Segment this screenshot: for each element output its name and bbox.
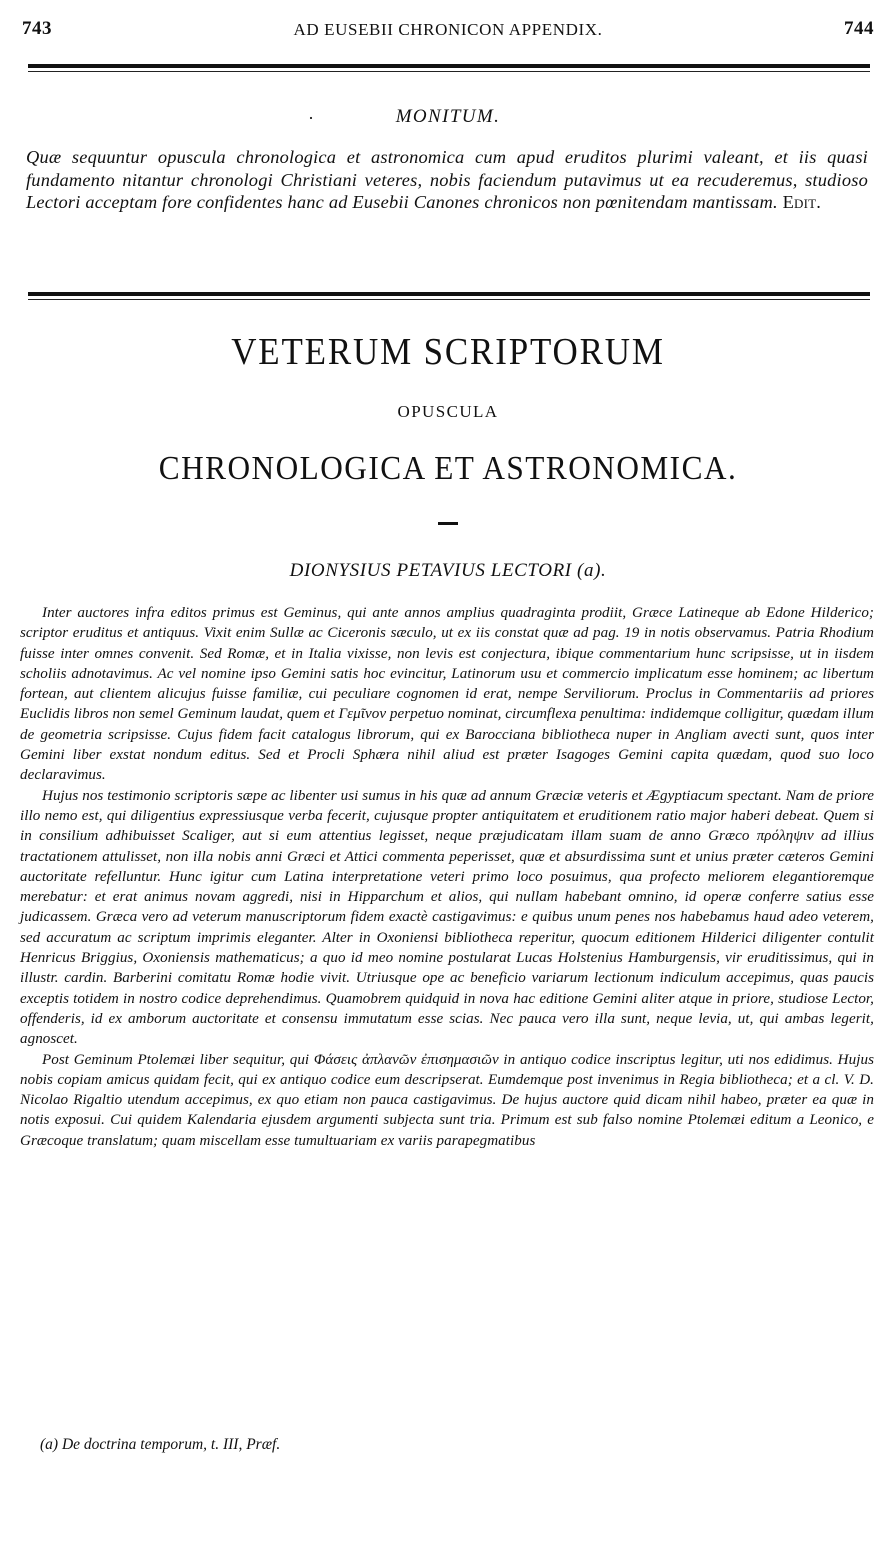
paragraph: Post Geminum Ptolemæi liber sequitur, qui Φάσεις ἀπλανῶν ἐπισημασιῶν in antiquo codice inscriptus legitur, uti nos edidimus. Hujus nobis copiam amicus quidam fecit, qui ex antiquo codice eum descripserat. Eumdemque post invenimus in Regia bibliotheca; et a cl. V. D. Nicolao Rigaltio utendum accepimus, ex quo etiam non pauca castigavimus. De hujus auctore quid dicam nihil habeo, præter ea quæ in notis exposui. Cui quidem Kalendaria ejusdem argumenti subjecta sunt tria. Primum est sub falso nomine Ptolemæi editum a Leonico, e Græcoque translatum; quam miscellam esse tumultuariam ex variis parapegmatibus — [20, 1051, 874, 1149]
monitum-body — [26, 146, 868, 214]
monitum-marker: · — [308, 108, 314, 128]
monitum-text: Quæ sequuntur opuscula chronologica et astronomica cum apud eruditos plurimi valeant, et iis quasi fundamento nitantur chronologi Christiani veteres, nobis faciendum putavimus ut ea recuderemus, studioso Lectori acceptam fore confidentes hanc ad Eusebii Canones chronicos non pœnitendam mantissam. — [26, 147, 868, 213]
paragraph: Inter auctores infra editos primus est Geminus, qui ante annos amplius quadraginta prodiit, Græce Latineque ab Edone Hilderico; scriptor eruditus et antiquus. Vixit enim Sullæ ac Ciceronis sæculo, ut ex iis constat quæ ad pag. 19 in notis observamus. Patria Rhodium fuisse inter omnes convenit. Sed Romæ, et in Italia vixisse, non levis est conjectura, ibique commentarium hunc scripsisse, ut in iisdem scholiis adnotavimus. Ac vel nomine ipso Gemini satis hoc evincitur, Latinorum usu et commercio implicatum esse hominem; ac libertum fortean, aut clientem alicujus fuisse familiæ, cui peculiare cognomen id erat, nempe Serviliorum. Proclus in Commentariis ad priores Euclidis libros non semel Geminum laudat, quem et Γεμῖνον perpetuo nominat, circumflexa penultima: indidemque colligitur, quædam illum de geometria scripsisse. Cujus fidem facit catalogus librorum, qui ex Barocciana bibliotheca nuper in Angliam avecti sunt, quos inter Gemini liber exstat nondum editus. Sed et Procli Sphæra nihil aliud est præter Isagoges Gemini capita quædam, quod suo loco declaravimus. — [20, 605, 874, 784]
footnote: (a) De doctrina temporum, t. III, Præf. — [40, 1436, 281, 1453]
monitum-heading: MONITUM. — [395, 106, 501, 127]
title-dash — [438, 522, 458, 525]
subtitle: OPUSCULA — [397, 402, 499, 421]
author-heading: DIONYSIUS PETAVIUS LECTORI (a). — [289, 560, 607, 581]
title-chronologica: CHRONOLOGICA ET ASTRONOMICA. — [158, 450, 738, 487]
paragraph: Hujus nos testimonio scriptoris sæpe ac libenter usi sumus in his quæ ad annum Græciæ veteris et Ægyptiacum spectant. Nam de priore illo nemo est, qui diligentius expressiusque verba fecerit, cujusque propter antiquitatem et eruditionem ratio major haberi debeat. Quem si in consilium adhibuisset Scaliger, aut si eum attentius legisset, neque præjudicatam illam suam de anno Græco πρόληψιν ad illius tractationem attulisset, non illa nobis anni Græci et Attici commenta peperisset, quæ et absurdissima sunt et unius præter cæteros Gemini auctoritate refelluntur. Hunc igitur cum Latina interpretatione veteri primo loco posuimus, qua profecto meliorem elegantioremque merebatur: et erat animus novam aggredi, nisi in Hipparchum et alios, qui nullam habebant omnino, id operæ conferre satius esse judicassem. Græca vero ad veterum manuscriptorum fidem exactè castigavimus: e quibus unum penes nos habebamus haud adeo veterem, sed accuratum ac scriptum imprimis eleganter. Alter in Oxoniensi bibliotheca reperitur, quocum editionem Hilderici diligenter contulit Henricus Briggius, Oxoniensis mathematicus; a quo id meo nomine postularat Lucas Holstenius Hamburgensis, vir eruditissimus, qui in illustr. cardin. Barberini comitatu Romæ hodie vivit. Utriusque ope ac beneficio variarum lectionum indiculum accepimus, quas paucis exceptis totidem in nostro codice deprehendimus. Quamobrem quidquid in nova hac editione Gemini aliter atque in priore, studiose Lector, offenderis, id ex amborum auctoritate et consensu immutatum esse scias. Nec pauca vero illa sunt, neque levia, ut, qui ambas legerit, agnoscet. — [20, 787, 874, 1048]
header-rule-thin — [28, 71, 870, 72]
monitum-signature: Edit. — [782, 192, 822, 213]
running-title: AD EUSEBII CHRONICON APPENDIX. — [293, 20, 603, 39]
page-header — [22, 18, 874, 44]
section-rule-thin — [28, 299, 870, 300]
main-title: VETERUM SCRIPTORUM — [231, 331, 665, 373]
page-number-right: 744 — [844, 18, 874, 39]
header-rule — [28, 64, 870, 68]
main-text — [20, 603, 874, 1151]
section-rule — [28, 292, 870, 296]
page-number-left: 743 — [22, 18, 52, 39]
